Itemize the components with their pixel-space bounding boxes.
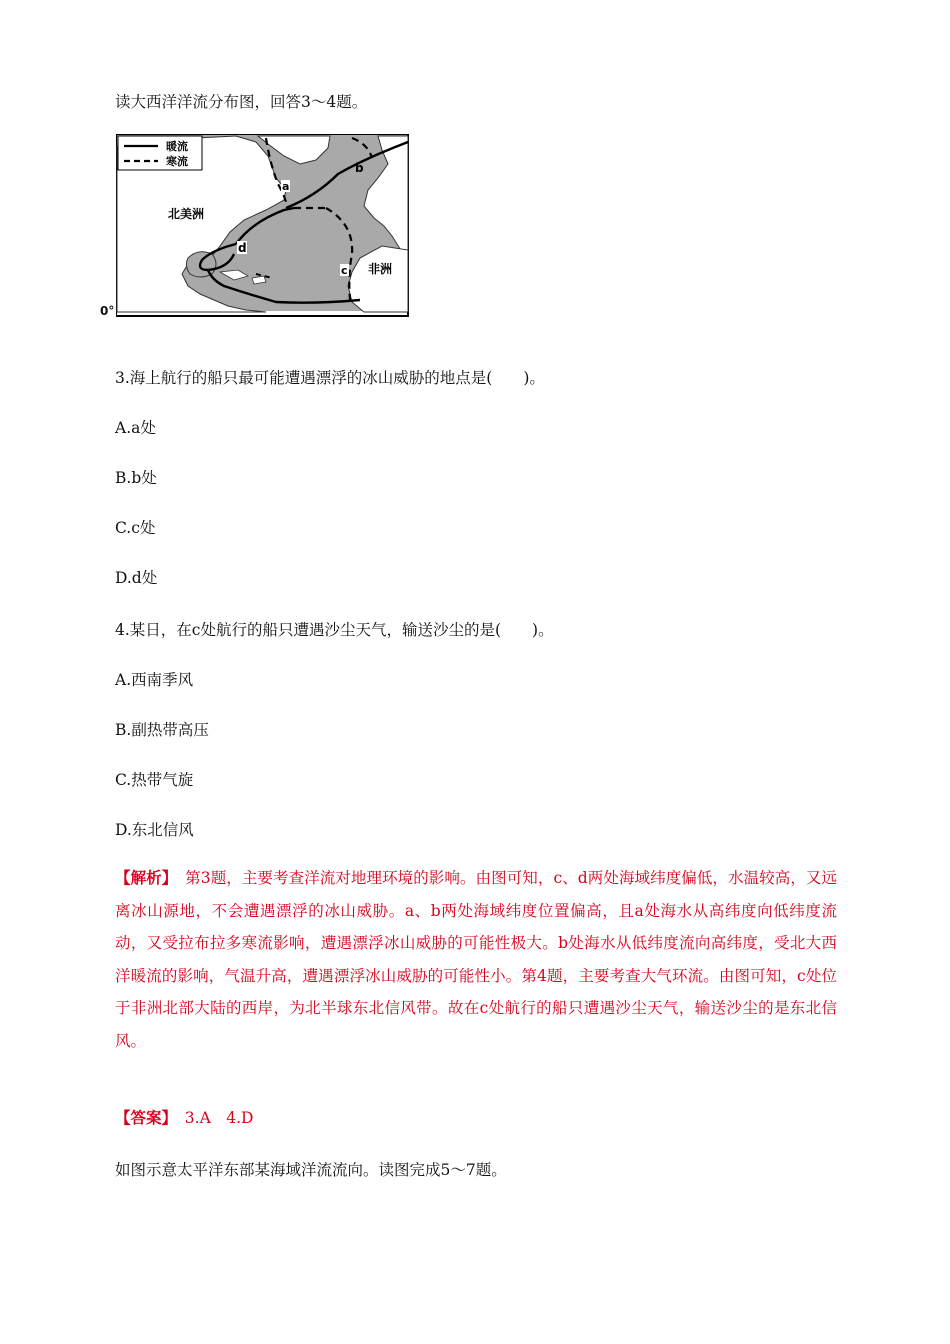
analysis-paragraph [115, 862, 837, 1057]
map-legend [118, 136, 202, 170]
intro-text-q3-4: 读大西洋洋流分布图，回答3～4题。 [115, 93, 368, 111]
question-4-option-b: B.副热带高压 [115, 721, 209, 739]
intro-text-q5-7: 如图示意太平洋东部某海域洋流流向。读图完成5～7题。 [115, 1161, 507, 1179]
atlantic-current-map [116, 134, 410, 318]
question-4-stem: 4.某日，在c处航行的船只遭遇沙尘天气，输送沙尘的是( )。 [115, 621, 554, 639]
point-d-label: d [238, 241, 247, 255]
analysis-tag: 【解析】 [115, 868, 170, 887]
question-3-option-a: A.a处 [115, 419, 156, 437]
analysis-text: 第3题，主要考查洋流对地理环境的影响。由图可知，c、d两处海域纬度偏低，水温较高，又远离冰山源地，不会遭遇漂浮的冰山威胁。a、b两处海域纬度位置偏高，且a处海水从高纬度向低纬度流动，又受拉布拉多寒流影响，遭遇漂浮冰山威胁的可能性极大。b处海水从低纬度流向高纬度，受北大西洋暖流的影响，气温升高，遭遇漂浮冰山威胁的可能性小。第4题，主要考查大气环流。由图可知，c处位于非洲北部大陆的西岸，为北半球东北信风带。故在c处航行的船只遭遇沙尘天气，输送沙尘的是东北信风。 [115, 869, 837, 1050]
question-3-option-b: B.b处 [115, 469, 157, 487]
question-4-option-c: C.热带气旋 [115, 771, 194, 789]
point-a-label: a [282, 180, 290, 193]
point-c-label: c [341, 264, 348, 277]
question-3-option-c: C.c处 [115, 519, 156, 537]
legend-cold-label: 寒流 [166, 155, 188, 168]
answer-tag: 【答案】 [115, 1108, 170, 1127]
africa-label: 非洲 [368, 262, 393, 276]
legend-warm-label: 暖流 [166, 140, 188, 153]
answer-line [115, 1106, 253, 1128]
question-3-stem: 3.海上航行的船只最可能遭遇漂浮的冰山威胁的地点是( )。 [115, 369, 545, 387]
question-3-option-d: D.d处 [115, 569, 158, 587]
question-4-option-a: A.西南季风 [115, 671, 194, 689]
question-4-option-d: D.东北信风 [115, 821, 194, 839]
point-b-label: b [355, 161, 364, 175]
answer-text: 3.A 4.D [184, 1109, 254, 1127]
north-america-label: 北美洲 [168, 207, 205, 221]
equator-label: 0° [100, 304, 115, 318]
